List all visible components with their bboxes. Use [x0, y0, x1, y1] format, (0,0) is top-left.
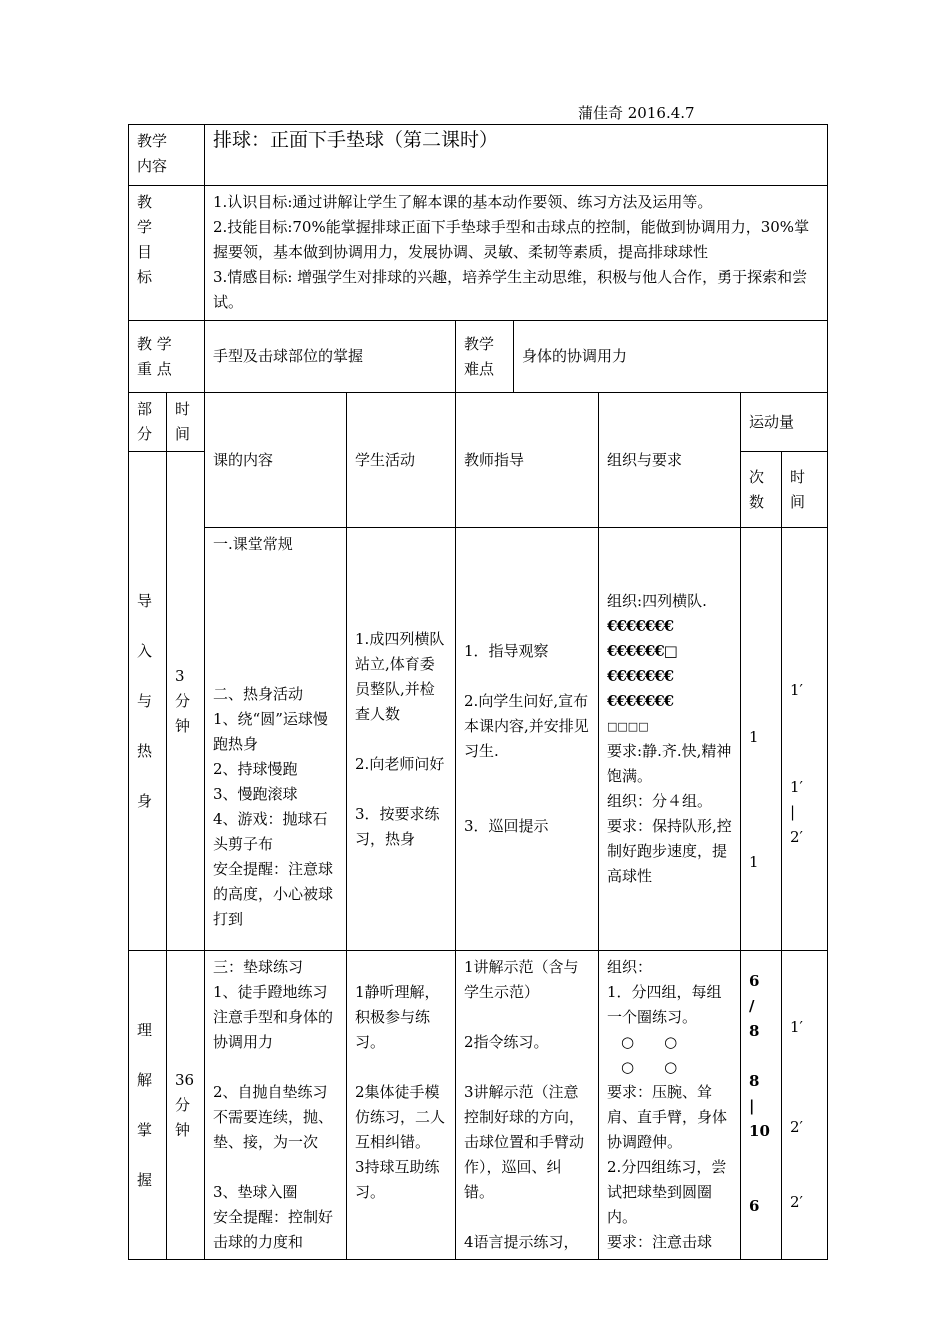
- header-org: 组织与要求: [599, 393, 741, 528]
- label-difficulty: 教学 难点: [456, 321, 514, 393]
- reps-value: 1: [749, 853, 759, 871]
- label-focus: 教 学 重 点: [129, 321, 205, 393]
- practice-content: 三：垫球练习 1、徒手蹬地练习注意手型和身体的协调用力 2、自抛自垫练习不需要连续，抛、垫、接，为一次 3、垫球入圈 安全提醒：控制好击球的力度和: [205, 951, 347, 1260]
- header-reps: 次 数: [741, 452, 782, 528]
- duration-value: 1′: [790, 1018, 803, 1036]
- row-key-points: [129, 321, 828, 393]
- formation-row: €€€€€€€: [607, 692, 674, 710]
- author-date: 蒲佳奇 2016.4.7: [578, 104, 695, 122]
- warmup-durations: [782, 528, 828, 951]
- circle-formation-row: ○ ○: [621, 1033, 678, 1051]
- lesson-title: 排球：正面下手垫球（第二课时）: [205, 125, 828, 186]
- header-part: 部 分: [129, 393, 167, 452]
- goal-cognitive: 1.认识目标:通过讲解让学生了解本课的基本动作要领、练习方法及运用等。: [213, 193, 713, 211]
- row-teaching-content: [129, 125, 828, 186]
- warmup-time: 3 分 钟: [167, 452, 205, 951]
- warmup-reps: [741, 528, 782, 951]
- row-warmup: [129, 528, 828, 951]
- reps-value: 1: [749, 728, 759, 746]
- warmup-content: 一.课堂常规 二、热身活动 1、绕“圆”运球慢跑热身 2、持球慢跑 3、慢跑滚球 4、游戏：抛球石头剪子布 安全提醒：注意球的高度，小心被球打到: [205, 528, 347, 951]
- formation-row: €€€€€€□: [607, 642, 677, 660]
- practice-reps: 6 / 8 8 | 10 6: [741, 951, 782, 1260]
- org-title: 组织:四列横队.: [607, 592, 707, 610]
- lesson-plan-table: [128, 124, 828, 1260]
- practice-part: 理 解 掌 握: [129, 951, 167, 1260]
- duration-value: 2′: [790, 1118, 803, 1136]
- header-student: 学生活动: [347, 393, 456, 528]
- practice-student: 1静听理解，积极参与练习。 2集体徒手模仿练习，二人互相纠错。 3持球互助练习。: [347, 951, 456, 1260]
- formation-row: €€€€€€€: [607, 667, 674, 685]
- warmup-teacher: 1．指导观察 2.向学生问好,宣布本课内容,并安排见习生. 3．巡回提示: [456, 528, 599, 951]
- goal-skill: 2.技能目标:70%能掌握排球正面下手垫球手型和击球点的控制，能做到协调用力，30%掌握要领，基本做到协调用力，发展协调、灵敏、柔韧等素质，提高排球球性: [213, 218, 810, 261]
- org-requirements: 要求:静.齐.快,精神饱满。 组织：分４组。 要求：保持队形,控制好跑步速度，提高球性: [607, 742, 732, 885]
- warmup-student: 1.成四列横队站立,体育委员整队,并检查人数 2.向老师问好 3．按要求练习，热身: [347, 528, 456, 951]
- practice-org: [599, 951, 741, 1260]
- practice-durations: [782, 951, 828, 1260]
- practice-time: 36 分 钟: [167, 951, 205, 1260]
- header-load: 运动量: [741, 393, 828, 452]
- label-teaching-goals: 教 学 目 标: [129, 186, 205, 321]
- duration-value: 2′: [790, 1193, 803, 1211]
- focus-value: 手型及击球部位的掌握: [205, 321, 456, 393]
- warmup-part: 导 入 与 热 身: [129, 452, 167, 951]
- circle-formation-row: ○ ○: [621, 1058, 678, 1076]
- header-time: 时 间: [167, 393, 205, 452]
- row-teaching-goals: [129, 186, 828, 321]
- goal-emotional: 3.情感目标: 增强学生对排球的兴趣，培养学生主动思维，积极与他人合作，勇于探索和尝试。: [213, 268, 808, 311]
- label-teaching-content: 教学 内容: [129, 125, 205, 186]
- row-practice: [129, 951, 828, 1260]
- duration-value: 1′ | 2′: [790, 778, 803, 846]
- header-teacher: 教师指导: [456, 393, 599, 528]
- header-duration: 时 间: [782, 452, 828, 528]
- org-title: 组织： 1．分四组，每组一个圈练习。: [607, 958, 722, 1026]
- warmup-org: [599, 528, 741, 951]
- formation-row: €€€€€€€: [607, 617, 674, 635]
- difficulty-value: 身体的协调用力: [514, 321, 828, 393]
- goals-cell: [205, 186, 828, 321]
- row-column-headers-1: [129, 393, 828, 452]
- header-content: 课的内容: [205, 393, 347, 528]
- org-requirements: 要求：压腕、耸肩、直手臂，身体协调蹬伸。 2.分四组练习，尝试把球垫到圆圈内。 要求：注意击球: [607, 1083, 728, 1251]
- duration-value: 1′: [790, 681, 803, 699]
- formation-row: □□□□: [607, 720, 649, 733]
- practice-teacher: 1讲解示范（含与学生示范） 2指令练习。 3讲解示范（注意控制好球的方向，击球位置和手臂动作），巡回、纠错。 4语言提示练习，: [456, 951, 599, 1260]
